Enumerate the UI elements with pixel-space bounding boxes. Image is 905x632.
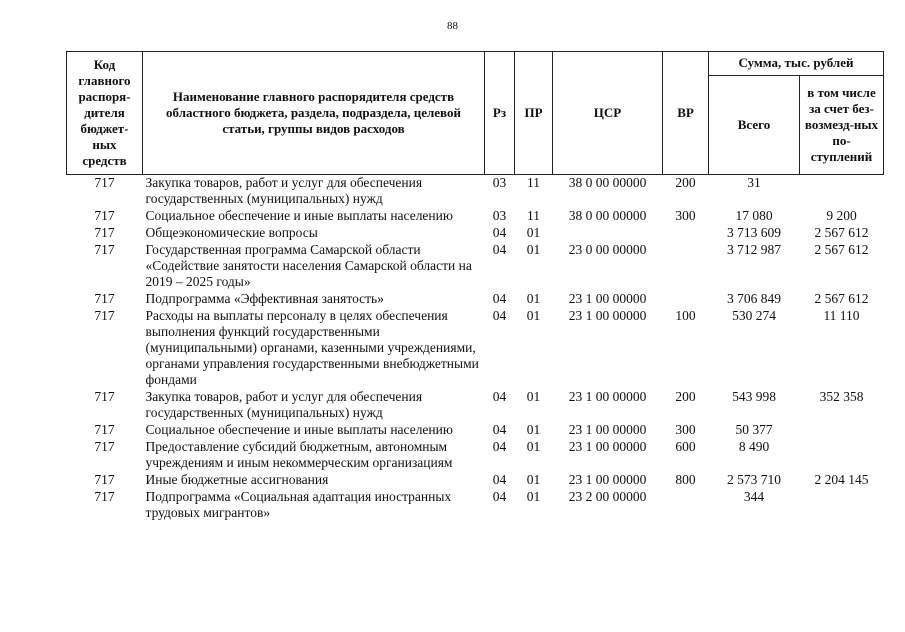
cell-pr: 01 [526,291,541,306]
cell-free [800,175,884,209]
cell-code: 717 [94,208,115,223]
cell-rz: 04 [492,472,507,487]
cell-total: 8 490 [738,439,770,454]
cell-csr: 23 1 00 00000 [568,422,647,437]
cell-free: 11 110 [823,308,860,323]
cell-name: Социальное обеспечение и иные выплаты населению [145,208,453,223]
header-name: Наименование главного распорядителя средств областного бюджета, раздела, подраздела, целевой статьи, группы видов расходов [143,52,485,175]
cell-total: 50 377 [735,422,773,437]
cell-name: Закупка товаров, работ и услуг для обеспечения государственных (муниципальных) нужд [145,175,423,206]
cell-vr: 800 [675,472,696,487]
cell-vr [663,291,709,308]
cell-free [800,489,884,522]
table-row [67,208,884,225]
cell-csr: 23 2 00 00000 [568,489,647,504]
cell-pr: 01 [526,489,541,504]
cell-total: 344 [743,489,765,504]
table-row [67,308,884,389]
cell-total: 2 573 710 [727,472,781,487]
header-total: Всего [709,75,800,174]
cell-total: 3 706 849 [727,291,781,306]
table-body [67,175,884,523]
cell-name: Социальное обеспечение и иные выплаты населению [145,422,453,437]
cell-pr: 11 [527,208,540,223]
cell-free: 9 200 [826,208,857,223]
header-vr: ВР [663,52,709,175]
header-csr: ЦСР [553,52,663,175]
cell-total: 31 [747,175,761,190]
cell-name: Подпрограмма «Социальная адаптация иностранных трудовых мигрантов» [145,489,452,520]
table-row [67,175,884,209]
cell-code: 717 [94,389,115,404]
cell-rz: 03 [492,208,507,223]
table-row [67,242,884,291]
cell-code: 717 [94,291,115,306]
cell-csr: 38 0 00 00000 [568,208,647,223]
cell-vr [663,489,709,522]
cell-name: Общеэкономические вопросы [145,225,318,240]
cell-pr: 01 [526,242,541,257]
table-row [67,225,884,242]
cell-pr: 01 [526,422,541,437]
cell-total: 3 712 987 [727,242,781,257]
cell-vr [663,225,709,242]
cell-free: 2 567 612 [814,291,869,306]
cell-vr: 300 [675,422,696,437]
cell-vr: 300 [675,208,696,223]
cell-free: 2 567 612 [814,225,869,240]
header-free: в том числе за счет без-возмезд-ных по-ступлений [800,75,884,174]
cell-code: 717 [94,308,115,323]
cell-pr: 11 [527,175,540,190]
cell-code: 717 [94,175,115,190]
cell-total: 530 274 [732,308,776,323]
cell-rz: 04 [492,389,507,404]
cell-code: 717 [94,439,115,454]
cell-csr: 23 1 00 00000 [568,308,647,323]
cell-rz: 04 [492,422,507,437]
cell-rz: 03 [492,175,507,190]
cell-pr: 01 [526,439,541,454]
cell-free [800,422,884,439]
header-rz: Рз [485,52,515,175]
cell-free [800,439,884,472]
cell-rz: 04 [492,489,507,504]
budget-table [66,51,884,522]
cell-name: Предоставление субсидий бюджетным, автономным учреждениям и иным некоммерческим организациям [145,439,453,470]
cell-csr: 23 1 00 00000 [568,291,647,306]
table-row [67,439,884,472]
cell-vr [663,242,709,291]
cell-total: 543 998 [732,389,776,404]
cell-rz: 04 [492,242,507,257]
cell-free: 2 567 612 [814,242,869,257]
table-row [67,422,884,439]
cell-pr: 01 [526,389,541,404]
cell-csr: 23 1 00 00000 [568,472,647,487]
cell-pr: 01 [526,308,541,323]
cell-pr: 01 [526,225,541,240]
cell-csr [553,225,663,242]
cell-csr: 23 1 00 00000 [568,439,647,454]
cell-free: 2 204 145 [814,472,869,487]
header-sum-group: Сумма, тыс. рублей [709,52,884,76]
table-row [67,389,884,422]
cell-code: 717 [94,225,115,240]
cell-name: Расходы на выплаты персоналу в целях обеспечения выполнения функций государственными (муниципальными) органами, казенными учреждениями, органами управления государственными внебюджетными фондами [145,308,479,387]
table-row [67,291,884,308]
cell-vr: 100 [675,308,696,323]
cell-total: 17 080 [735,208,773,223]
page-number: 88 [447,20,458,32]
cell-name: Подпрограмма «Эффективная занятость» [145,291,384,306]
cell-rz: 04 [492,291,507,306]
cell-csr: 23 0 00 00000 [568,242,647,257]
cell-csr: 23 1 00 00000 [568,389,647,404]
cell-free: 352 358 [819,389,864,404]
cell-csr: 38 0 00 00000 [568,175,647,190]
cell-rz: 04 [492,439,507,454]
cell-code: 717 [94,242,115,257]
cell-name: Закупка товаров, работ и услуг для обеспечения государственных (муниципальных) нужд [145,389,423,420]
cell-rz: 04 [492,308,507,323]
cell-name: Государственная программа Самарской области «Содействие занятости населения Самарской области на 2019 – 2025 годы» [145,242,472,289]
cell-vr: 200 [675,389,696,404]
cell-code: 717 [94,422,115,437]
cell-total: 3 713 609 [727,225,781,240]
cell-vr: 200 [675,175,696,190]
cell-name: Иные бюджетные ассигнования [145,472,329,487]
cell-pr: 01 [526,472,541,487]
table-row [67,489,884,522]
table-row [67,472,884,489]
cell-code: 717 [94,489,115,504]
cell-code: 717 [94,472,115,487]
cell-rz: 04 [492,225,507,240]
header-code: Код главного распоря-дителя бюджет-ных средств [67,52,143,175]
cell-vr: 600 [675,439,696,454]
header-pr: ПР [515,52,553,175]
